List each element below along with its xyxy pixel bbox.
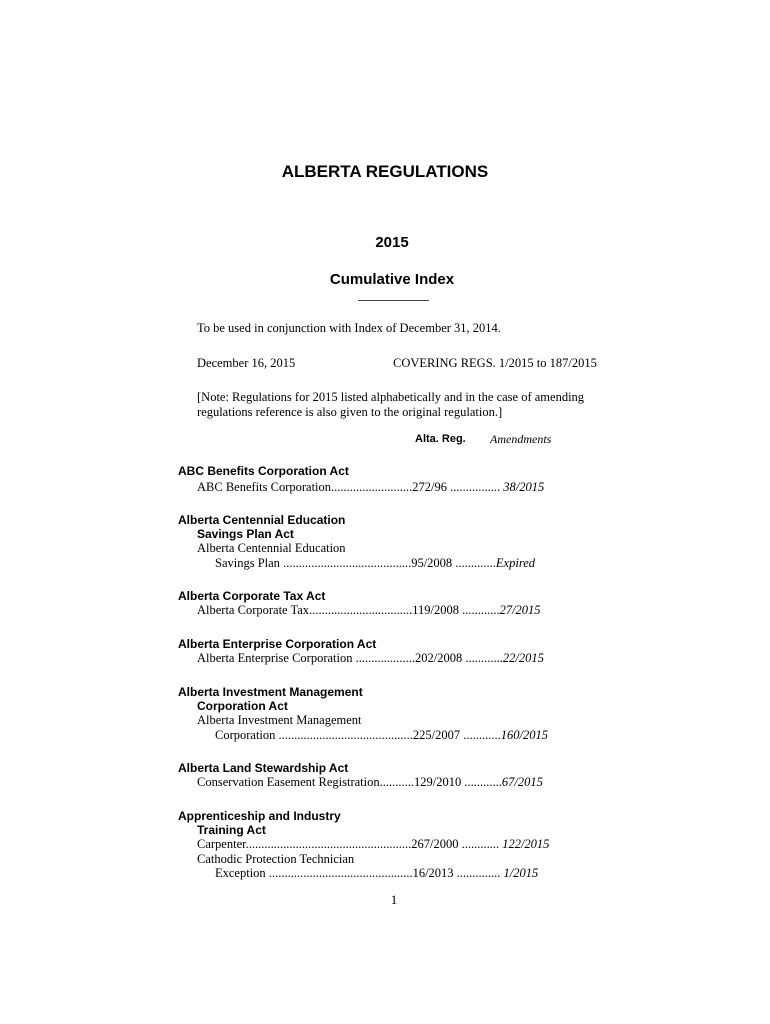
act-name-line: Corporation Act (197, 699, 288, 713)
amendment-number: 122/2015 (502, 837, 550, 851)
regulation-entry (197, 775, 543, 789)
note-line-2: regulations reference is also given to the original regulation.] (197, 405, 503, 419)
leader-dots: ........................................... (278, 728, 413, 742)
regulation-entry (197, 837, 549, 851)
leader-dots: ........... (379, 775, 414, 789)
leader-dots: ................................. (309, 603, 413, 617)
regulation-title: Alberta Corporate Tax (197, 603, 310, 617)
leader-dots: .............. (456, 866, 501, 880)
regulation-title: Conservation Easement Registration (197, 775, 380, 789)
amendment-number: 1/2015 (503, 866, 539, 880)
document-subtitle: Cumulative Index (329, 271, 455, 288)
regulation-entry-continued (215, 556, 535, 570)
regulation-number: 95/2008 (411, 556, 453, 570)
leader-dots: ............ (464, 775, 502, 789)
column-header-amendments: Amendments (490, 432, 552, 446)
amendment-number: 38/2015 (503, 480, 545, 494)
regulation-number: 267/2000 (411, 837, 459, 851)
act-name-line: Alberta Enterprise Corporation Act (178, 637, 377, 651)
act-name-line: Alberta Investment Management (178, 685, 363, 699)
leader-dots: ......................................... (283, 556, 412, 570)
document-title: ALBERTA REGULATIONS (281, 162, 489, 181)
column-header-reg: Alta. Reg. (415, 433, 466, 445)
regulation-entry (197, 541, 346, 555)
amendment-number: 160/2015 (500, 728, 549, 742)
regulation-title: Savings Plan (215, 556, 280, 570)
regulation-entry-continued (215, 866, 538, 880)
leader-dots: ................... (355, 651, 416, 665)
regulation-title: ABC Benefits Corporation (197, 480, 332, 494)
regulation-number: 129/2010 (413, 775, 462, 789)
covering-range: COVERING REGS. 1/2015 to 187/2015 (393, 356, 597, 370)
amendment-number: Expired (495, 556, 536, 570)
amendment-number: 67/2015 (501, 775, 543, 789)
act-name-line: Alberta Centennial Education (178, 513, 346, 527)
act-name-line: ABC Benefits Corporation Act (178, 464, 349, 478)
issue-date: December 16, 2015 (197, 356, 296, 370)
regulation-number: 272/96 (412, 480, 447, 494)
regulation-entry (197, 651, 544, 665)
regulation-number: 16/2013 (412, 866, 454, 880)
regulation-title: Alberta Enterprise Corporation (197, 651, 353, 665)
act-heading (178, 761, 348, 775)
act-heading (178, 589, 325, 603)
act-name-line: Alberta Corporate Tax Act (178, 589, 326, 603)
regulation-title: Carpenter (197, 837, 246, 851)
leader-dots: .......................... (331, 480, 413, 494)
act-heading (178, 513, 345, 541)
regulation-entry (197, 852, 354, 866)
usage-note: To be used in conjunction with Index of December 31, 2014. (197, 321, 501, 335)
regulation-entry-continued (215, 728, 548, 742)
act-heading (178, 637, 376, 651)
regulation-title: Exception (215, 866, 266, 880)
regulation-entry (197, 603, 541, 617)
regulation-title: Cathodic Protection Technician (197, 852, 355, 866)
act-name-line: Savings Plan Act (197, 527, 294, 541)
regulation-title: Corporation (215, 728, 276, 742)
document-year: 2015 (375, 234, 409, 251)
regulation-number: 202/2008 (415, 651, 463, 665)
act-name-line: Alberta Land Stewardship Act (178, 761, 349, 775)
note-line-1: [Note: Regulations for 2015 listed alphabetically and in the case of amending (197, 390, 585, 404)
regulation-number: 119/2008 (412, 603, 459, 617)
leader-dots: ................ (450, 480, 501, 494)
leader-dots: ............ (465, 651, 503, 665)
leader-dots: ............ (462, 603, 500, 617)
leader-dots: .............................................. (268, 866, 413, 880)
regulation-title: Alberta Investment Management (197, 713, 362, 727)
leader-dots: ............. (455, 556, 496, 570)
regulation-entry (197, 480, 544, 494)
regulation-title: Alberta Centennial Education (197, 541, 346, 555)
act-heading (178, 685, 363, 713)
act-name-line: Apprenticeship and Industry (178, 809, 341, 823)
title-divider (358, 300, 429, 301)
leader-dots: ..................................................... (245, 837, 412, 851)
amendment-number: 27/2015 (499, 603, 541, 617)
amendment-number: 22/2015 (502, 651, 544, 665)
leader-dots: ............ (463, 728, 501, 742)
leader-dots: ............ (461, 837, 500, 851)
act-heading (178, 464, 349, 478)
regulation-number: 225/2007 (412, 728, 461, 742)
page-number: 1 (390, 892, 398, 907)
act-name-line: Training Act (197, 823, 266, 837)
regulation-entry (197, 713, 362, 727)
act-heading (178, 809, 341, 837)
